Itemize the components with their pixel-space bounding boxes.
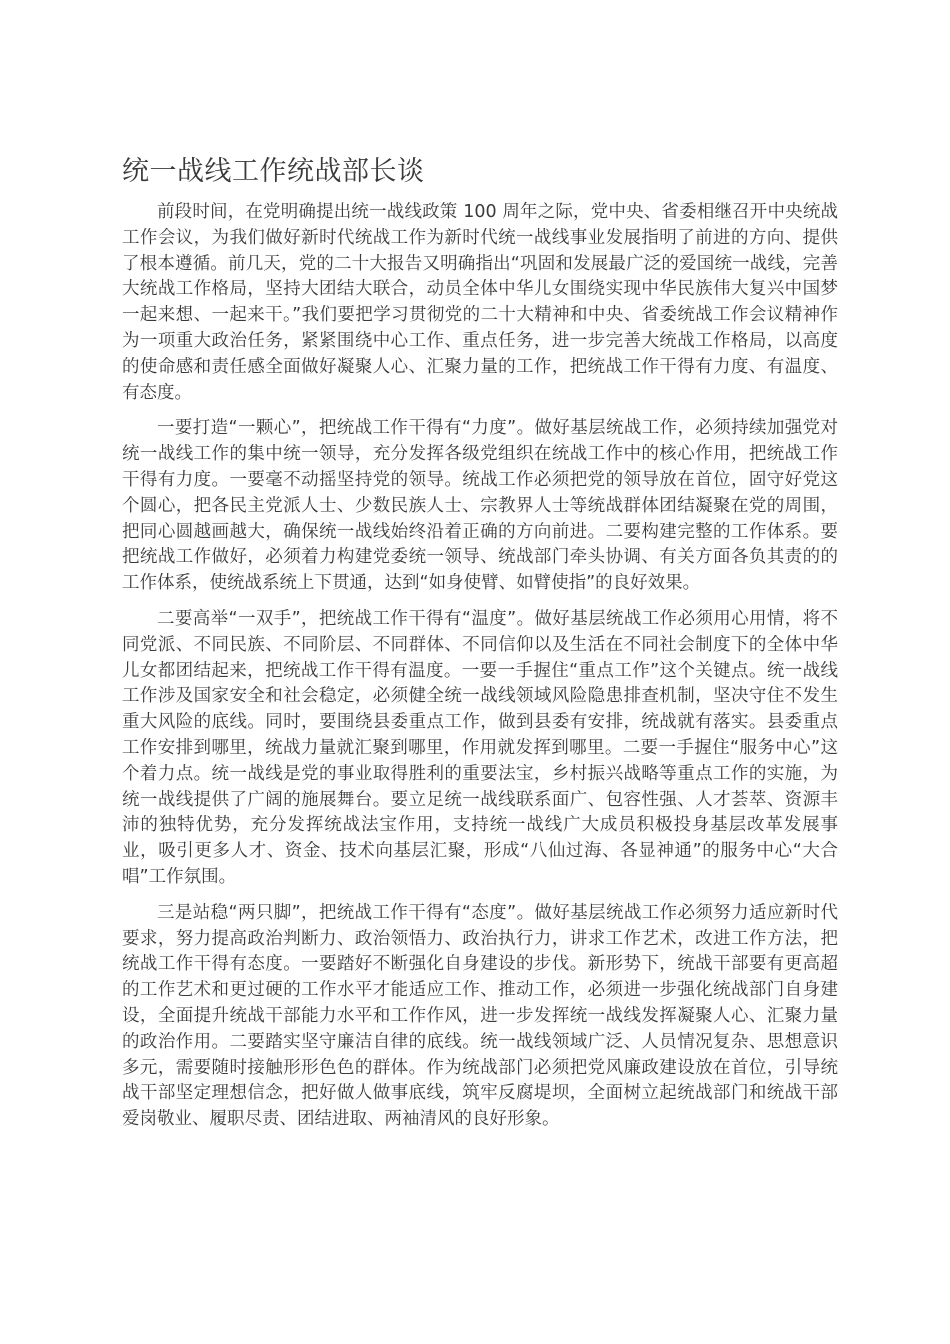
document-body [122,152,838,1143]
paragraph-strength: 一要打造“一颗心”，把统战工作干得有“力度”。做好基层统战工作，必须持续加强党对统一战线工作的集中统一领导，充分发挥各级党组织在统战工作中的核心作用，把统战工作干得有力度。一要毫不动摇坚持党的领导。统战工作必须把党的领导放在首位，固守好党这个圆心，把各民主党派人士、少数民族人士、宗教界人士等统战群体团结凝聚在党的周围，把同心圆越画越大，确保统一战线始终沿着正确的方向前进。二要构建完整的工作体系。要把统战工作做好，必须着力构建党委统一领导、统战部门牵头协调、有关方面各负其责的的工作体系，使统战系统上下贯通，达到“如身使臂、如臂使指”的良好效果。 [122,418,838,594]
paragraph-attitude: 三是站稳“两只脚”，把统战工作干得有“态度”。做好基层统战工作必须努力适应新时代要求，努力提高政治判断力、政治领悟力、政治执行力，讲求工作艺术，改进工作方法，把统战工作干得有态度。一要踏好不断强化自身建设的步伐。新形势下，统战干部要有更高超的工作艺术和更过硬的工作水平才能适应工作、推动工作，必须进一步强化统战部门自身建设，全面提升统战干部能力水平和工作作风，进一步发挥统一战线发挥凝聚人心、汇聚力量的政治作用。二要踏实坚守廉洁自律的底线。统一战线领域广泛、人员情况复杂、思想意识多元，需要随时接触形形色色的群体。作为统战部门必须把党风廉政建设放在首位，引导统战干部坚定理想信念，把好做人做事底线，筑牢反腐堤坝，全面树立起统战部门和统战干部爱岗敬业、履职尽责、团结进取、两袖清风的良好形象。 [122,902,838,1130]
paragraph-warmth: 二要高举“一双手”，把统战工作干得有“温度”。做好基层统战工作必须用心用情，将不同党派、不同民族、不同阶层、不同群体、不同信仰以及生活在不同社会制度下的全体中华儿女都团结起来，把统战工作干得有温度。一要一手握住“重点工作”这个关键点。统一战线工作涉及国家安全和社会稳定，必须健全统一战线领域风险隐患排查机制，坚决守住不发生重大风险的底线。同时，要围绕县委重点工作，做到县委有安排，统战就有落实。县委重点工作安排到哪里，统战力量就汇聚到哪里，作用就发挥到哪里。二要一手握住“服务中心”这个着力点。统一战线是党的事业取得胜利的重要法宝，乡村振兴战略等重点工作的实施，为统一战线提供了广阔的施展舞台。要立足统一战线联系面广、包容性强、人才荟萃、资源丰沛的独特优势，充分发挥统战法宝作用，支持统一战线广大成员积极投身基层改革发展事业，吸引更多人才、资金、技术向基层汇聚，形成“八仙过海、各显神通”的服务中心“大合唱”工作氛围。 [122,608,838,887]
paragraph-intro: 前段时间，在党明确提出统一战线政策 100 周年之际，党中央、省委相继召开中央统战工作会议，为我们做好新时代统战工作为新时代统一战线事业发展指明了前进的方向、提供了根本遵循。前几天，党的二十大报告又明确指出“巩固和发展最广泛的爱国统一战线，完善大统战工作格局，坚持大团结大联合，动员全体中华儿女围绕实现中华民族伟大复兴中国梦一起来想、一起来干。”我们要把学习贯彻党的二十大精神和中央、省委统战工作会议精神作为一项重大政治任务，紧紧围绕中心工作、重点任务，进一步完善大统战工作格局，以高度的使命感和责任感全面做好凝聚人心、汇聚力量的工作，把统战工作干得有力度、有温度、有态度。 [122,202,838,403]
document-title: 统一战线工作统战部长谈 [122,156,425,187]
